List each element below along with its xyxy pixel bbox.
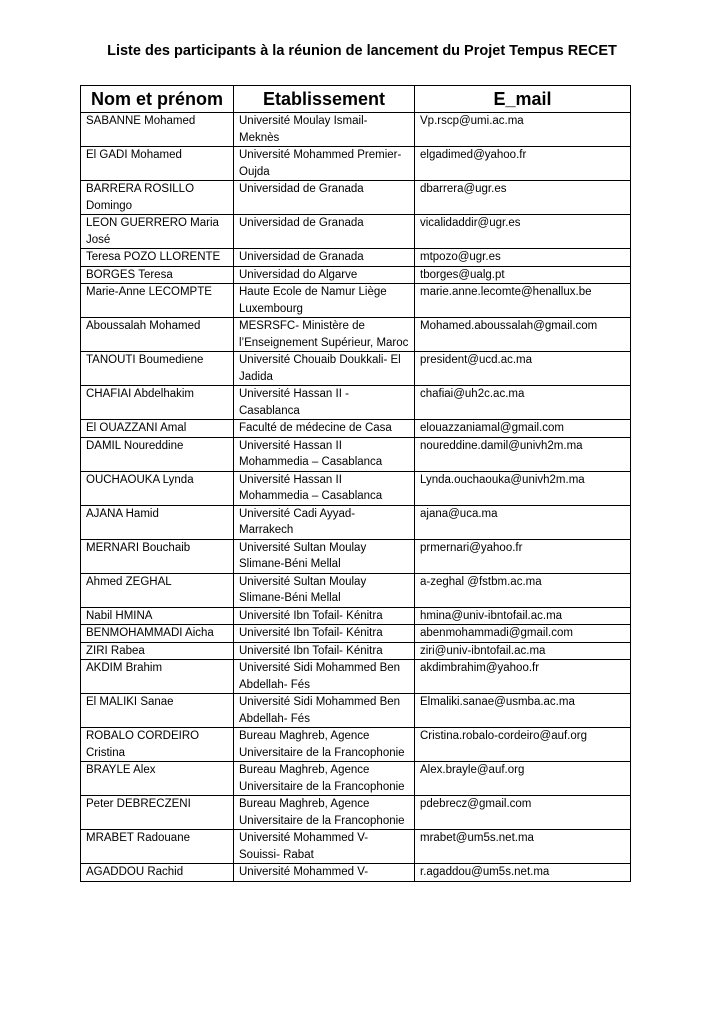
table-row xyxy=(81,505,631,539)
table-row xyxy=(81,181,631,215)
etablissement-cell: Université Hassan II Mohammedia – Casablanca xyxy=(234,471,415,505)
participant-name-cell: El OUAZZANI Amal xyxy=(81,420,234,438)
etablissement-cell: MESRSFC- Ministère de l’Enseignement Supérieur, Maroc xyxy=(234,318,415,352)
email-cell: marie.anne.lecomte@henallux.be xyxy=(415,284,631,318)
participant-name-cell: AJANA Hamid xyxy=(81,505,234,539)
table-row xyxy=(81,113,631,147)
header-name: Nom et prénom xyxy=(81,86,234,113)
etablissement-cell: Bureau Maghreb, Agence Universitaire de la Francophonie xyxy=(234,796,415,830)
table-row xyxy=(81,694,631,728)
etablissement-cell: Bureau Maghreb, Agence Universitaire de la Francophonie xyxy=(234,728,415,762)
table-row xyxy=(81,830,631,864)
etablissement-cell: Universidad de Granada xyxy=(234,249,415,267)
participant-name-cell: Nabil HMINA xyxy=(81,607,234,625)
table-row xyxy=(81,437,631,471)
header-email: E_mail xyxy=(415,86,631,113)
participant-name-cell: BORGES Teresa xyxy=(81,266,234,284)
table-row xyxy=(81,147,631,181)
header-etablissement: Etablissement xyxy=(234,86,415,113)
email-cell: dbarrera@ugr.es xyxy=(415,181,631,215)
email-cell: tborges@ualg.pt xyxy=(415,266,631,284)
table-row xyxy=(81,762,631,796)
etablissement-cell: Université Ibn Tofail- Kénitra xyxy=(234,625,415,643)
etablissement-cell: Université Sultan Moulay Slimane-Béni Mellal xyxy=(234,539,415,573)
email-cell: pdebrecz@gmail.com xyxy=(415,796,631,830)
email-cell: ajana@uca.ma xyxy=(415,505,631,539)
table-row xyxy=(81,660,631,694)
table-row xyxy=(81,573,631,607)
participant-name-cell: CHAFIAI Abdelhakim xyxy=(81,386,234,420)
participant-name-cell: BENMOHAMMADI Aicha xyxy=(81,625,234,643)
table-header-row xyxy=(81,86,631,113)
etablissement-cell: Université Mohammed V- Souissi- Rabat xyxy=(234,830,415,864)
etablissement-cell: Université Cadi Ayyad- Marrakech xyxy=(234,505,415,539)
email-cell: ziri@univ-ibntofail.ac.ma xyxy=(415,642,631,660)
participant-name-cell: Aboussalah Mohamed xyxy=(81,318,234,352)
table-row xyxy=(81,864,631,882)
email-cell: chafiai@uh2c.ac.ma xyxy=(415,386,631,420)
email-cell: Vp.rscp@umi.ac.ma xyxy=(415,113,631,147)
email-cell: hmina@univ-ibntofail.ac.ma xyxy=(415,607,631,625)
etablissement-cell: Université Hassan II - Casablanca xyxy=(234,386,415,420)
participant-name-cell: Ahmed ZEGHAL xyxy=(81,573,234,607)
email-cell: akdimbrahim@yahoo.fr xyxy=(415,660,631,694)
etablissement-cell: Université Sidi Mohammed Ben Abdellah- Fés xyxy=(234,660,415,694)
etablissement-cell: Université Mohammed V- xyxy=(234,864,415,882)
email-cell: a-zeghal @fstbm.ac.ma xyxy=(415,573,631,607)
participant-name-cell: TANOUTI Boumediene xyxy=(81,352,234,386)
email-cell: Lynda.ouchaouka@univh2m.ma xyxy=(415,471,631,505)
email-cell: mtpozo@ugr.es xyxy=(415,249,631,267)
etablissement-cell: Faculté de médecine de Casa xyxy=(234,420,415,438)
participant-name-cell: El MALIKI Sanae xyxy=(81,694,234,728)
participant-name-cell: AKDIM Brahim xyxy=(81,660,234,694)
table-row xyxy=(81,284,631,318)
table-row xyxy=(81,420,631,438)
table-row xyxy=(81,352,631,386)
email-cell: vicalidaddir@ugr.es xyxy=(415,215,631,249)
participant-name-cell: ROBALO CORDEIRO Cristina xyxy=(81,728,234,762)
etablissement-cell: Université Hassan II Mohammedia – Casablanca xyxy=(234,437,415,471)
email-cell: prmernari@yahoo.fr xyxy=(415,539,631,573)
participant-name-cell: MRABET Radouane xyxy=(81,830,234,864)
email-cell: Cristina.robalo-cordeiro@auf.org xyxy=(415,728,631,762)
etablissement-cell: Universidad de Granada xyxy=(234,215,415,249)
email-cell: mrabet@um5s.net.ma xyxy=(415,830,631,864)
table-body xyxy=(81,113,631,882)
etablissement-cell: Université Mohammed Premier- Oujda xyxy=(234,147,415,181)
table-row xyxy=(81,249,631,267)
participant-name-cell: MERNARI Bouchaib xyxy=(81,539,234,573)
table-row xyxy=(81,625,631,643)
etablissement-cell: Université Moulay Ismail- Meknès xyxy=(234,113,415,147)
email-cell: Mohamed.aboussalah@gmail.com xyxy=(415,318,631,352)
email-cell: president@ucd.ac.ma xyxy=(415,352,631,386)
participant-name-cell: SABANNE Mohamed xyxy=(81,113,234,147)
table-row xyxy=(81,607,631,625)
email-cell: abenmohammadi@gmail.com xyxy=(415,625,631,643)
table-row xyxy=(81,539,631,573)
etablissement-cell: Université Ibn Tofail- Kénitra xyxy=(234,607,415,625)
table-row xyxy=(81,318,631,352)
email-cell: Elmaliki.sanae@usmba.ac.ma xyxy=(415,694,631,728)
etablissement-cell: Université Sidi Mohammed Ben Abdellah- Fés xyxy=(234,694,415,728)
participant-name-cell: LEON GUERRERO Maria José xyxy=(81,215,234,249)
etablissement-cell: Haute Ecole de Namur Liège Luxembourg xyxy=(234,284,415,318)
table-row xyxy=(81,215,631,249)
table-row xyxy=(81,471,631,505)
participant-name-cell: El GADI Mohamed xyxy=(81,147,234,181)
etablissement-cell: Universidad de Granada xyxy=(234,181,415,215)
table-row xyxy=(81,796,631,830)
participant-name-cell: BRAYLE Alex xyxy=(81,762,234,796)
table-row xyxy=(81,386,631,420)
table-row xyxy=(81,266,631,284)
etablissement-cell: Universidad do Algarve xyxy=(234,266,415,284)
table-row xyxy=(81,728,631,762)
email-cell: elgadimed@yahoo.fr xyxy=(415,147,631,181)
participant-name-cell: Peter DEBRECZENI xyxy=(81,796,234,830)
etablissement-cell: Bureau Maghreb, Agence Universitaire de la Francophonie xyxy=(234,762,415,796)
participant-name-cell: OUCHAOUKA Lynda xyxy=(81,471,234,505)
page-title: Liste des participants à la réunion de lancement du Projet Tempus RECET xyxy=(107,43,617,59)
participant-name-cell: Teresa POZO LLORENTE xyxy=(81,249,234,267)
table-row xyxy=(81,642,631,660)
participants-table xyxy=(80,85,631,882)
participant-name-cell: BARRERA ROSILLO Domingo xyxy=(81,181,234,215)
email-cell: elouazzaniamal@gmail.com xyxy=(415,420,631,438)
email-cell: noureddine.damil@univh2m.ma xyxy=(415,437,631,471)
etablissement-cell: Université Chouaib Doukkali- El Jadida xyxy=(234,352,415,386)
email-cell: r.agaddou@um5s.net.ma xyxy=(415,864,631,882)
participant-name-cell: ZIRI Rabea xyxy=(81,642,234,660)
participant-name-cell: DAMIL Noureddine xyxy=(81,437,234,471)
etablissement-cell: Université Sultan Moulay Slimane-Béni Mellal xyxy=(234,573,415,607)
participant-name-cell: AGADDOU Rachid xyxy=(81,864,234,882)
participant-name-cell: Marie-Anne LECOMPTE xyxy=(81,284,234,318)
email-cell: Alex.brayle@auf.org xyxy=(415,762,631,796)
etablissement-cell: Université Ibn Tofail- Kénitra xyxy=(234,642,415,660)
